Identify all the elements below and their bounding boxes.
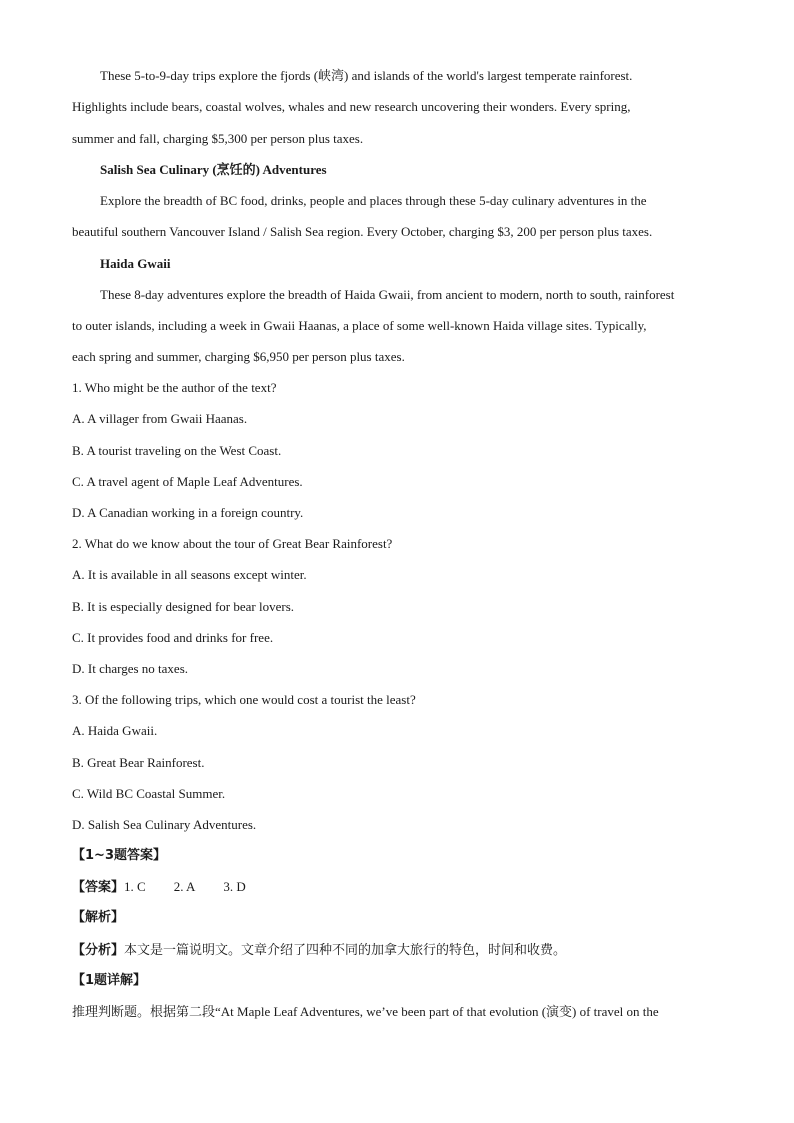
question-option: A. A villager from Gwaii Haanas. bbox=[72, 411, 248, 426]
answer-item: 3. D bbox=[223, 879, 246, 894]
question-option: B. A tourist traveling on the West Coast. bbox=[72, 443, 282, 458]
question-option: D. It charges no taxes. bbox=[72, 661, 189, 676]
answer-line bbox=[72, 879, 732, 896]
answer-label: 【答案】 bbox=[72, 880, 125, 895]
question-option: A. It is available in all seasons except winter. bbox=[72, 567, 307, 582]
summary-label: 【分析】 bbox=[72, 943, 125, 958]
answer-item: 1. C bbox=[124, 879, 146, 894]
question-option: D. Salish Sea Culinary Adventures. bbox=[72, 817, 257, 832]
question-option: C. Wild BC Coastal Summer. bbox=[72, 786, 226, 801]
question-option: B. Great Bear Rainforest. bbox=[72, 755, 205, 770]
section-heading: Salish Sea Culinary (烹饪的) Adventures bbox=[100, 162, 327, 177]
detail-text: 推理判断题。根据第二段“At Maple Leaf Adventures, we’ve been part of that evolution (演变) of travel on the bbox=[72, 1004, 659, 1019]
question-stem: 3. Of the following trips, which one would cost a tourist the least? bbox=[72, 692, 416, 707]
passage-line: These 5-to-9-day trips explore the fjords (峡湾) and islands of the world's largest temperate rainforest. bbox=[100, 68, 633, 83]
section-heading: Haida Gwaii bbox=[100, 256, 171, 271]
question-option: A. Haida Gwaii. bbox=[72, 723, 158, 738]
passage-line: beautiful southern Vancouver Island / Salish Sea region. Every October, charging $3, 200 per person plus taxes. bbox=[72, 224, 653, 239]
question-option: C. It provides food and drinks for free. bbox=[72, 630, 274, 645]
question-option: D. A Canadian working in a foreign country. bbox=[72, 505, 304, 520]
analysis-header: 【解析】 bbox=[72, 910, 125, 925]
summary-text: 本文是一篇说明文。文章介绍了四种不同的加拿大旅行的特色，时间和收费。 bbox=[124, 943, 567, 958]
question-option: B. It is especially designed for bear lovers. bbox=[72, 599, 295, 614]
passage-line: to outer islands, including a week in Gwaii Haanas, a place of some well-known Haida village sites. Typically, bbox=[72, 318, 647, 333]
passage-line: Highlights include bears, coastal wolves, whales and new research uncovering their wonders. Every spring, bbox=[72, 99, 631, 114]
passage-line: each spring and summer, charging $6,950 per person plus taxes. bbox=[72, 349, 405, 364]
answer-item: 2. A bbox=[173, 879, 196, 894]
question-option: C. A travel agent of Maple Leaf Adventures. bbox=[72, 474, 303, 489]
passage-line: summer and fall, charging $5,300 per person plus taxes. bbox=[72, 131, 364, 146]
passage-line: These 8-day adventures explore the breadth of Haida Gwaii, from ancient to modern, north to south, rainforest bbox=[100, 287, 675, 302]
passage-line: Explore the breadth of BC food, drinks, people and places through these 5-day culinary adventures in the bbox=[100, 193, 647, 208]
detail-header: 【1题详解】 bbox=[72, 973, 147, 988]
question-stem: 1. Who might be the author of the text? bbox=[72, 380, 277, 395]
summary-line bbox=[72, 942, 732, 959]
question-stem: 2. What do we know about the tour of Great Bear Rainforest? bbox=[72, 536, 393, 551]
answer-section-header: 【1~3题答案】 bbox=[72, 848, 166, 863]
